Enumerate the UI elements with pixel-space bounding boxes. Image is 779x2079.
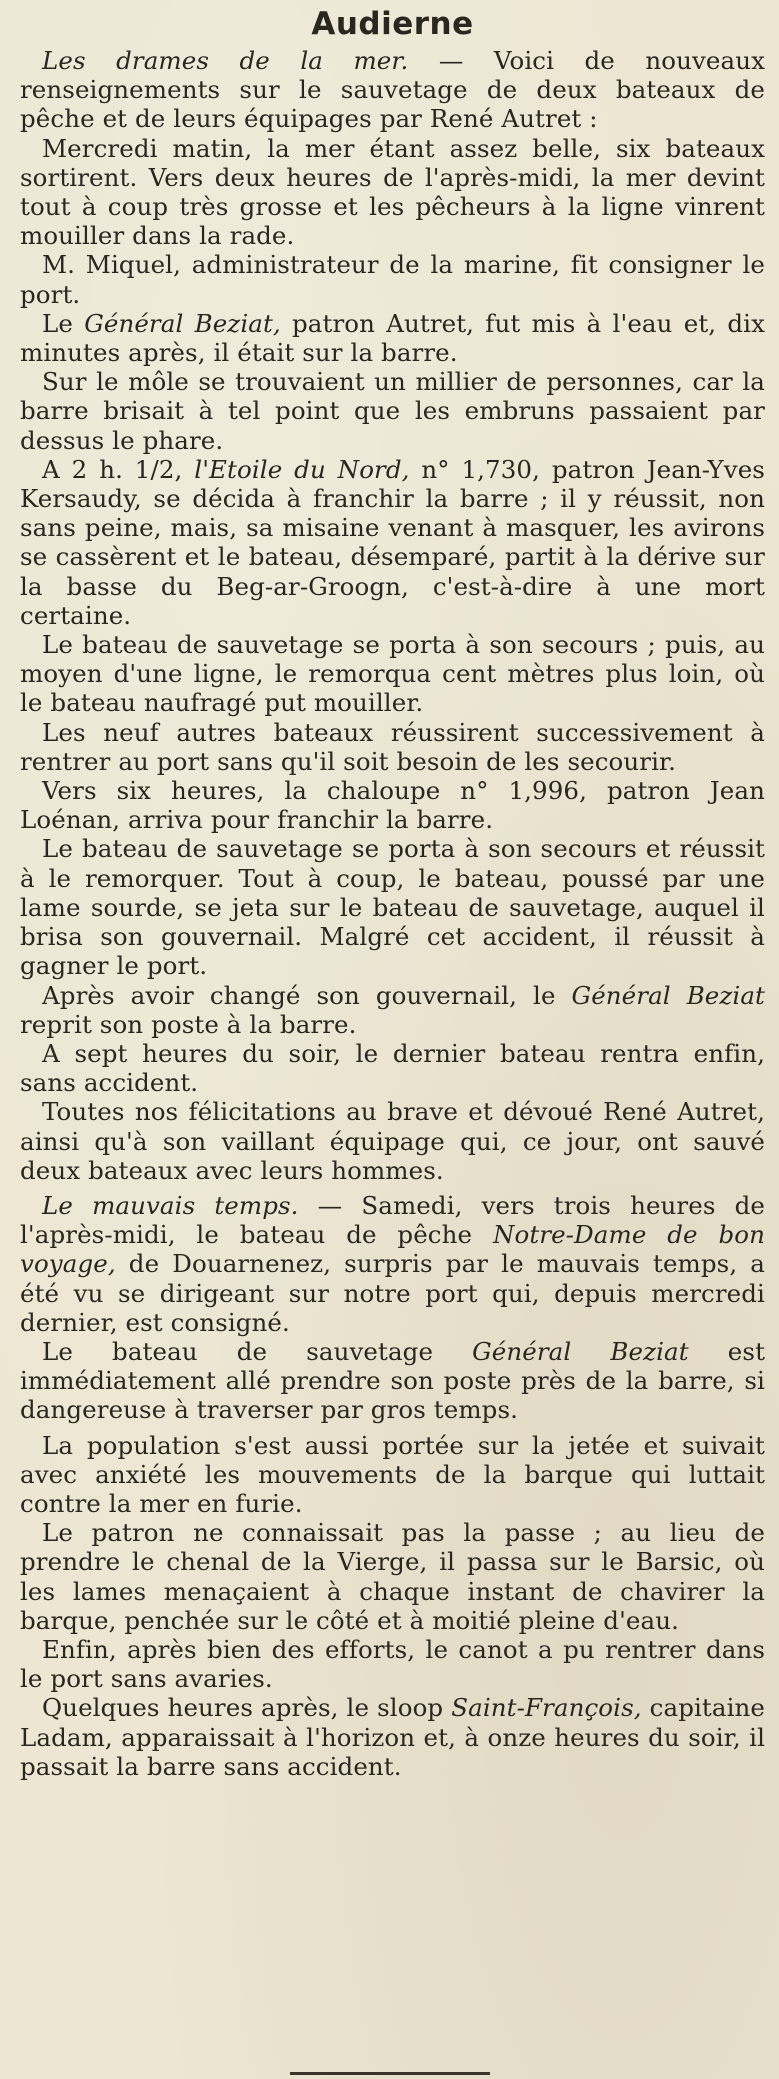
text-run: Vers six heures, la chaloupe n° 1,996, patron Jean Loénan, arriva pour franchir la barre. [20,776,765,835]
text-run: M. Miquel, administrateur de la marine, fit consigner le port. [20,250,765,309]
article-paragraph [20,250,765,308]
article-paragraph [20,630,765,718]
text-run: Après avoir changé son gouvernail, le [42,980,572,1010]
text-run: Le bateau de sauvetage se porta à son secours et réussit à le remorquer. Tout à coup, le bateau, poussé par une lame sourde, se jeta sur le bateau de sauvetage, auquel il brisa son gouvernail. Malgré cet accident, il réussit à gagner le port. [20,834,765,981]
text-run: Enfin, après bien des efforts, le canot a pu rentrer dans le port sans avaries. [20,1634,765,1694]
article-paragraph [20,834,765,980]
text-run: n° 1,730, patron Jean-Yves Kersaudy, se décida à franchir la barre ; il y réussit, non sans peine, mais, sa misaine venant à masquer, les avirons se cassèrent et le bateau, désemparé, partit à la dérive sur la basse du Beg-ar-Groogn, c'est-à-dire à une mort certaine. [20,454,765,630]
article-paragraph [20,981,765,1039]
article-body [20,46,765,1781]
italic-run: Général Beziat, [84,308,281,338]
article-paragraph [20,776,765,834]
article-paragraph [20,1635,765,1693]
text-run: Le patron ne connaissait pas la passe ; au lieu de prendre le chenal de la Vierge, il passa sur le Barsic, où les lames menaçaient à chaque instant de chavirer la barque, penchée sur le côté et à moitié pleine d'eau. [20,1518,765,1635]
text-run: patron Autret, fut mis à l'eau et, dix minutes après, il était sur la barre. [20,308,766,368]
text-run: Les neuf autres bateaux réussirent successivement à rentrer au port sans qu'il soit besoin de les secourir. [20,717,765,776]
article-paragraph [20,367,765,455]
article-paragraph [20,309,765,367]
text-run: capitaine Ladam, apparaissait à l'horizon et, à onze heures du soir, il passait la barre sans accident. [20,1693,765,1781]
column-separator-rule [290,2072,490,2075]
text-run: Mercredi matin, la mer étant assez belle, six bateaux sortirent. Vers deux heures de l'après-midi, la mer devint tout à coup très grosse et les pêcheurs à la ligne vinrent mouiller dans la rade. [20,133,765,251]
text-run: — Voici de nouveaux renseignements sur le sauvetage de deux bateaux de pêche et de leurs équipages par René Autret : [20,46,765,134]
italic-run: l'Etoile du Nord, [194,454,410,484]
text-run: est immédiatement allé prendre son poste près de la barre, si dangereuse à traverser par gros temps. [20,1336,766,1425]
italic-run: Le mauvais temps. [42,1190,299,1220]
article-paragraph [20,1518,765,1635]
article-paragraph [20,1039,765,1097]
italic-run: Les drames de la mer. [42,46,409,75]
article-paragraph [20,1337,765,1425]
text-run: de Douarnenez, surpris par le mauvais temps, a été vu se dirigeant sur notre port qui, depuis mercredi dernier, est consigné. [20,1249,765,1337]
article-paragraph [20,718,765,776]
text-run: Sur le môle se trouvaient un millier de personnes, car la barre brisait à tel point que les embruns passaient par dessus le phare. [20,367,765,455]
italic-run: Général Beziat [571,980,765,1010]
article-paragraph [20,1693,765,1781]
article-title: Audierne [311,6,474,42]
article-paragraph [20,134,765,251]
italic-run: Général Beziat [472,1336,689,1366]
text-run: A sept heures du soir, le dernier bateau rentra enfin, sans accident. [20,1038,765,1098]
italic-run: Notre-Dame de bon voyage, [20,1220,765,1279]
article-paragraph [20,1097,765,1185]
text-run: Quelques heures après, le sloop [42,1693,452,1723]
text-run: — Samedi, vers trois heures de l'après-midi, le bateau de pêche [20,1190,765,1250]
article-paragraph [20,46,765,134]
text-run: Le [42,308,85,338]
text-run: La population s'est aussi portée sur la jetée et suivait avec anxiété les mouvements de la barque qui luttait contre la mer en furie. [20,1430,765,1518]
article-paragraph [20,455,765,630]
article-paragraph [20,1431,765,1519]
text-run: Toutes nos félicitations au brave et dévoué René Autret, ainsi qu'à son vaillant équipage qui, ce jour, ont sauvé deux bateaux avec leurs hommes. [20,1097,765,1185]
text-run: Le bateau de sauvetage [42,1336,473,1366]
text-run: A 2 h. 1/2, [42,454,195,484]
article-paragraph [20,1191,765,1337]
text-run: reprit son poste à la barre. [20,1009,357,1039]
italic-run: Saint-François, [451,1693,642,1723]
text-run: Le bateau de sauvetage se porta à son secours ; puis, au moyen d'une ligne, le remorqua cent mètres plus loin, où le bateau naufragé put mouiller. [20,630,765,718]
